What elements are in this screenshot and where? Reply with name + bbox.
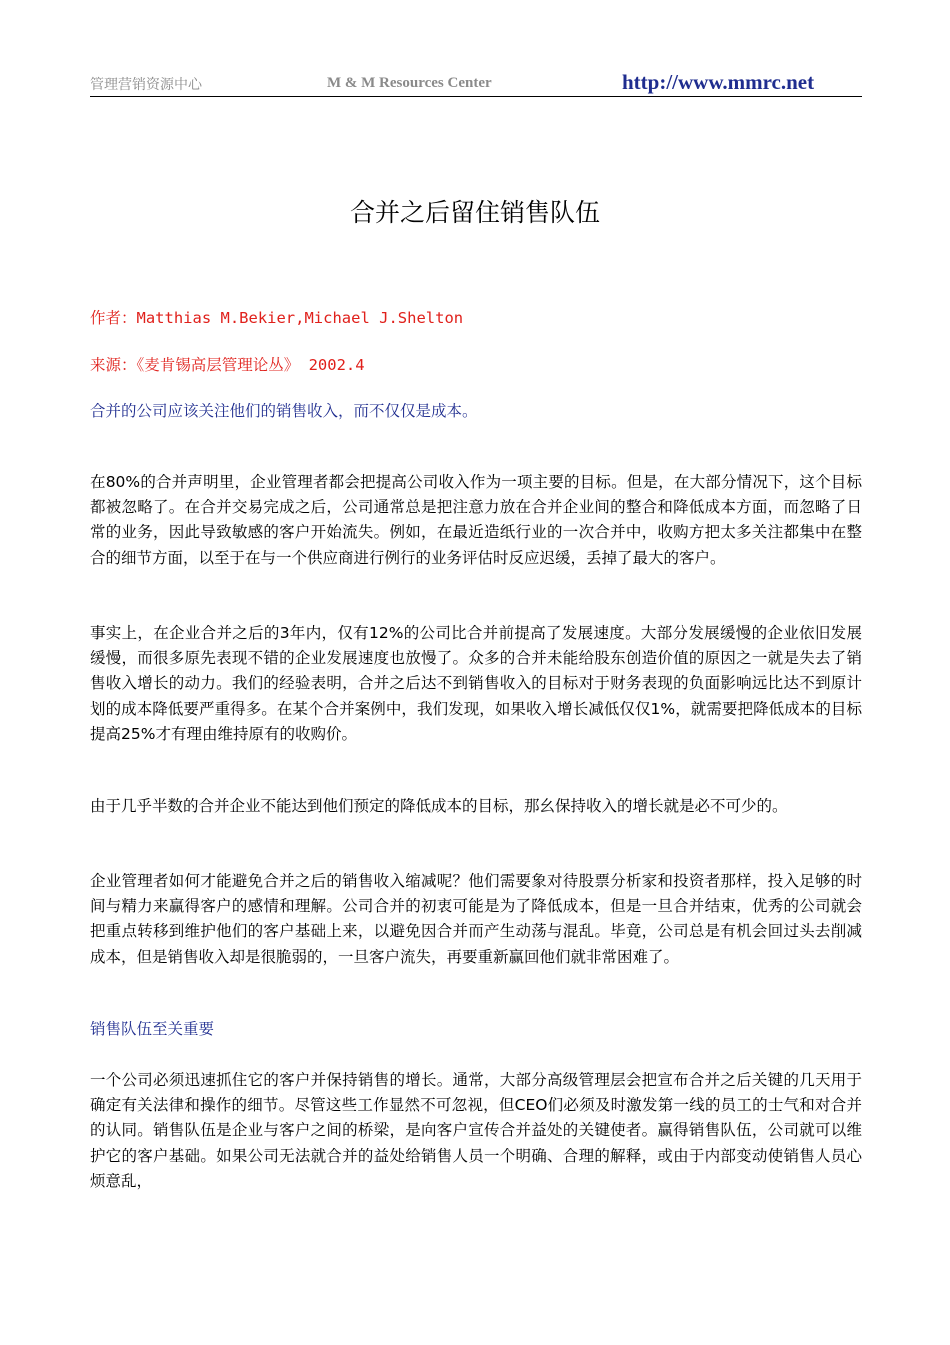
header-url[interactable]: http://www.mmrc.net (622, 70, 815, 94)
header-center-name: M & M Resources Center (327, 75, 492, 91)
source-line: 来源：《麦肯锡高层管理论丛》 2002.4 (90, 356, 365, 374)
article-summary: 合并的公司应该关注他们的销售收入，而不仅仅是成本。 (90, 402, 478, 420)
header-org-name: 管理营销资源中心 (90, 77, 202, 93)
section-paragraph: 一个公司必须迅速抓住它的客户并保持销售的增长。通常，大部分高级管理层会把宣布合并之后关键的几天用于确定有关法律和操作的细节。尽管这些工作显然不可忽视，但CEO们必须及时激发第一线的员工的士气和对合并的认同。销售队伍是企业与客户之间的桥梁，是向客户宣传合并益处的关键使者。赢得销售队伍，公司就可以维护它的客户基础。如果公司无法就合并的益处给销售人员一个明确、合理的解释，或由于内部变动使销售人员心烦意乱， (90, 1071, 862, 1190)
section-heading: 销售队伍至关重要 (90, 1020, 215, 1038)
body-paragraph-1: 在80%的合并声明里，企业管理者都会把提高公司收入作为一项主要的目标。但是，在大部分情况下，这个目标都被忽略了。在合并交易完成之后，公司通常总是把注意力放在合并企业间的整合和降低成本方面，而忽略了日常的业务，因此导致敏感的客户开始流失。例如，在最近造纸行业的一次合并中，收购方把太多关注都集中在整合的细节方面，以至于在与一个供应商进行例行的业务评估时反应迟缓，丢掉了最大的客户。 (90, 473, 862, 567)
body-paragraph-4: 企业管理者如何才能避免合并之后的销售收入缩减呢？他们需要象对待股票分析家和投资者那样，投入足够的时间与精力来赢得客户的感情和理解。公司合并的初衷可能是为了降低成本，但是一旦合并结束，优秀的公司就会把重点转移到维护他们的客户基础上来，以避免因合并而产生动荡与混乱。毕竟，公司总是有机会回过头去削减成本，但是销售收入却是很脆弱的，一旦客户流失，再要重新赢回他们就非常困难了。 (90, 872, 862, 966)
body-paragraph-2: 事实上，在企业合并之后的3年内，仅有12%的公司比合并前提高了发展速度。大部分发展缓慢的企业依旧发展缓慢，而很多原先表现不错的企业发展速度也放慢了。众多的合并未能给股东创造价值的原因之一就是失去了销售收入增长的动力。我们的经验表明，合并之后达不到销售收入的目标对于财务表现的负面影响远比达不到原计划的成本降低要严重得多。在某个合并案例中，我们发现，如果收入增长减低仅仅1%，就需要把降低成本的目标提高25%才有理由维持原有的收购价。 (90, 624, 862, 743)
page-header (90, 70, 862, 97)
author-line: 作者：Matthias M.Bekier,Michael J.Shelton (90, 309, 464, 327)
body-paragraph-3: 由于几乎半数的合并企业不能达到他们预定的降低成本的目标，那幺保持收入的增长就是必不可少的。 (90, 797, 788, 815)
article-title: 合并之后留住销售队伍 (349, 198, 600, 227)
